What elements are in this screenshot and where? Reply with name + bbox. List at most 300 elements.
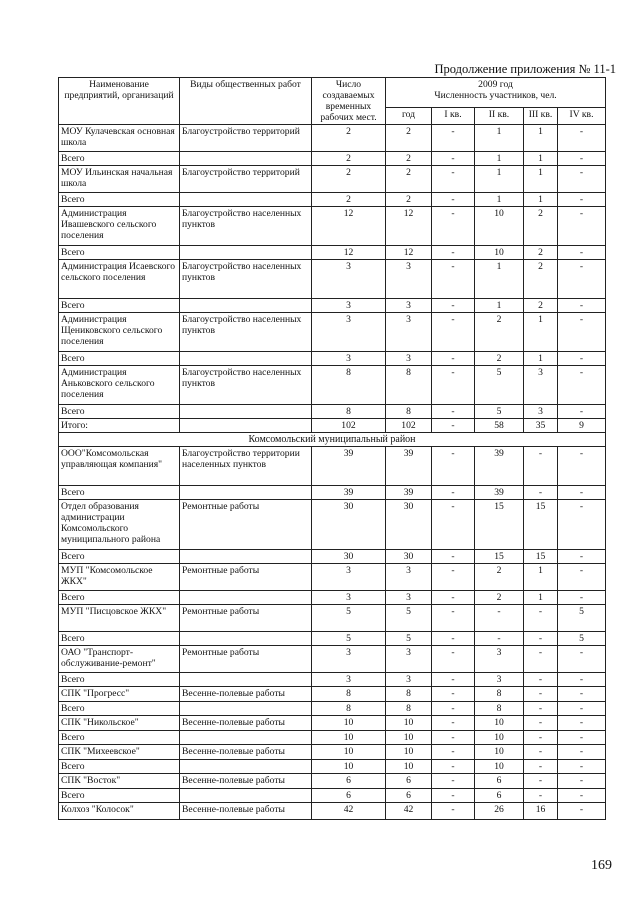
cell-q1: - (432, 646, 475, 673)
cell-q4: - (558, 591, 606, 605)
cell-q4: - (558, 550, 606, 564)
cell-q2: 26 (475, 803, 524, 820)
cell-q1: - (432, 702, 475, 716)
cell-work (180, 419, 312, 433)
cell-q4: - (558, 207, 606, 246)
cell-q1: - (432, 774, 475, 789)
table-header (59, 78, 606, 125)
cell-q2: 39 (475, 447, 524, 486)
cell-name: МУП "Писцовское ЖКХ" (59, 605, 180, 632)
cell-q1: - (432, 260, 475, 299)
table-row (59, 246, 606, 260)
cell-work: Благоустройство территории населенных пунктов (180, 447, 312, 486)
cell-jobs: 30 (312, 500, 386, 550)
cell-q4: - (558, 125, 606, 152)
section-row (59, 433, 606, 447)
cell-work: Благоустройство территорий (180, 166, 312, 193)
table-row (59, 500, 606, 550)
table-row (59, 632, 606, 646)
cell-q1: - (432, 447, 475, 486)
cell-work: Ремонтные работы (180, 500, 312, 550)
cell-year: 12 (386, 246, 432, 260)
cell-year: 30 (386, 500, 432, 550)
cell-name: Администрация Ивашевского сельского поселения (59, 207, 180, 246)
cell-year: 10 (386, 745, 432, 760)
cell-q2: 10 (475, 745, 524, 760)
cell-name: Всего (59, 405, 180, 419)
cell-q2: 8 (475, 702, 524, 716)
cell-q3: - (524, 716, 558, 731)
cell-work (180, 702, 312, 716)
cell-work: Благоустройство населенных пунктов (180, 207, 312, 246)
cell-q1: - (432, 419, 475, 433)
cell-q3: 1 (524, 166, 558, 193)
cell-work (180, 486, 312, 500)
header-year-title: 2009 год (478, 79, 513, 90)
cell-work: Весенне-полевые работы (180, 774, 312, 789)
table-row (59, 687, 606, 702)
cell-year: 3 (386, 673, 432, 687)
cell-q4: - (558, 405, 606, 419)
cell-jobs: 2 (312, 152, 386, 166)
cell-q3: 2 (524, 299, 558, 313)
cell-q2: 1 (475, 193, 524, 207)
cell-work: Благоустройство населенных пунктов (180, 260, 312, 299)
cell-year: 3 (386, 591, 432, 605)
cell-year: 5 (386, 632, 432, 646)
cell-q2: 3 (475, 646, 524, 673)
cell-name: МУП "Комсомольское ЖКХ" (59, 564, 180, 591)
cell-jobs: 30 (312, 550, 386, 564)
cell-name: Колхоз "Колосок" (59, 803, 180, 820)
header-q2: II кв. (475, 108, 524, 125)
cell-name: МОУ Ильинская начальная школа (59, 166, 180, 193)
cell-jobs: 2 (312, 166, 386, 193)
cell-q3: 1 (524, 564, 558, 591)
cell-work (180, 760, 312, 774)
cell-q4: - (558, 486, 606, 500)
table-row (59, 789, 606, 803)
cell-q3: 1 (524, 352, 558, 366)
continuation-header: Продолжение приложения № 11-1 (434, 62, 616, 76)
cell-q4: 5 (558, 605, 606, 632)
cell-q3: 1 (524, 152, 558, 166)
cell-q3: - (524, 774, 558, 789)
cell-q2: 10 (475, 207, 524, 246)
cell-name: МОУ Кулачевская основная школа (59, 125, 180, 152)
cell-q4: - (558, 731, 606, 745)
cell-jobs: 102 (312, 419, 386, 433)
table-row (59, 125, 606, 152)
table-row (59, 564, 606, 591)
cell-work (180, 405, 312, 419)
cell-jobs: 42 (312, 803, 386, 820)
cell-year: 39 (386, 486, 432, 500)
cell-q2: - (475, 632, 524, 646)
page-number: 169 (591, 858, 612, 873)
cell-work: Весенне-полевые работы (180, 716, 312, 731)
header-jobs: Число создаваемых временных рабочих мест. (312, 78, 386, 125)
table-row (59, 745, 606, 760)
table-row (59, 803, 606, 820)
cell-q1: - (432, 193, 475, 207)
cell-q4: - (558, 716, 606, 731)
cell-year: 39 (386, 447, 432, 486)
cell-jobs: 3 (312, 352, 386, 366)
table-row (59, 605, 606, 632)
cell-year: 5 (386, 605, 432, 632)
cell-name: Всего (59, 299, 180, 313)
cell-work (180, 352, 312, 366)
cell-q2: 6 (475, 774, 524, 789)
cell-year: 2 (386, 193, 432, 207)
cell-name: Итого: (59, 419, 180, 433)
cell-q3: 3 (524, 405, 558, 419)
cell-work: Весенне-полевые работы (180, 803, 312, 820)
table-row (59, 366, 606, 405)
cell-name: Всего (59, 591, 180, 605)
cell-name: Всего (59, 789, 180, 803)
cell-q4: - (558, 789, 606, 803)
cell-q1: - (432, 564, 475, 591)
cell-work (180, 673, 312, 687)
table-row (59, 646, 606, 673)
header-participants: Численность участников, чел. (434, 90, 557, 101)
cell-work (180, 550, 312, 564)
cell-jobs: 3 (312, 564, 386, 591)
cell-name: ОАО "Транспорт-обслуживание-ремонт" (59, 646, 180, 673)
header-q3: III кв. (524, 108, 558, 125)
cell-year: 2 (386, 152, 432, 166)
cell-q1: - (432, 550, 475, 564)
table-row (59, 152, 606, 166)
cell-q1: - (432, 313, 475, 352)
cell-q3: - (524, 447, 558, 486)
cell-q2: 10 (475, 246, 524, 260)
table-row (59, 774, 606, 789)
public-works-table (58, 77, 606, 820)
cell-name: Всего (59, 486, 180, 500)
cell-q4: - (558, 803, 606, 820)
cell-name: Всего (59, 673, 180, 687)
cell-q2: 1 (475, 125, 524, 152)
cell-jobs: 10 (312, 745, 386, 760)
header-year: год (386, 108, 432, 125)
cell-q4: - (558, 299, 606, 313)
cell-work: Весенне-полевые работы (180, 687, 312, 702)
cell-q4: - (558, 760, 606, 774)
cell-name: Отдел образования администрации Комсомольского муниципального района (59, 500, 180, 550)
cell-q4: - (558, 352, 606, 366)
cell-q1: - (432, 246, 475, 260)
cell-year: 6 (386, 774, 432, 789)
cell-q4: - (558, 313, 606, 352)
table-row (59, 591, 606, 605)
cell-year: 6 (386, 789, 432, 803)
cell-name: Администрация Исаевского сельского поселения (59, 260, 180, 299)
cell-q4: - (558, 193, 606, 207)
cell-jobs: 3 (312, 646, 386, 673)
cell-jobs: 8 (312, 366, 386, 405)
table-row (59, 760, 606, 774)
cell-work (180, 731, 312, 745)
cell-q1: - (432, 731, 475, 745)
cell-q2: 1 (475, 260, 524, 299)
cell-q2: 15 (475, 550, 524, 564)
cell-q1: - (432, 500, 475, 550)
cell-q2: 1 (475, 166, 524, 193)
cell-year: 10 (386, 760, 432, 774)
cell-name: Всего (59, 702, 180, 716)
table-row (59, 673, 606, 687)
cell-name: Всего (59, 632, 180, 646)
cell-work (180, 632, 312, 646)
cell-work: Весенне-полевые работы (180, 745, 312, 760)
cell-jobs: 2 (312, 193, 386, 207)
cell-q2: 2 (475, 591, 524, 605)
cell-q2: 6 (475, 789, 524, 803)
cell-q3: 2 (524, 260, 558, 299)
cell-q3: - (524, 605, 558, 632)
cell-q4: 9 (558, 419, 606, 433)
table-row (59, 716, 606, 731)
cell-q4: - (558, 500, 606, 550)
cell-q3: - (524, 646, 558, 673)
cell-q1: - (432, 166, 475, 193)
cell-year: 3 (386, 352, 432, 366)
cell-q2: 10 (475, 760, 524, 774)
cell-q1: - (432, 789, 475, 803)
cell-q2: 8 (475, 687, 524, 702)
cell-q2: 2 (475, 313, 524, 352)
cell-work: Благоустройство населенных пунктов (180, 366, 312, 405)
cell-q2: 2 (475, 564, 524, 591)
cell-name: Всего (59, 246, 180, 260)
cell-q3: - (524, 789, 558, 803)
cell-q4: 5 (558, 632, 606, 646)
header-q1: I кв. (432, 108, 475, 125)
cell-q3: 15 (524, 550, 558, 564)
cell-name: Всего (59, 152, 180, 166)
cell-work: Ремонтные работы (180, 605, 312, 632)
cell-q2: 10 (475, 716, 524, 731)
cell-jobs: 6 (312, 789, 386, 803)
cell-q3: - (524, 702, 558, 716)
cell-name: Администрация Щениковского сельского поселения (59, 313, 180, 352)
table-row (59, 405, 606, 419)
cell-name: Всего (59, 193, 180, 207)
cell-q3: - (524, 760, 558, 774)
cell-q2: - (475, 605, 524, 632)
cell-q1: - (432, 125, 475, 152)
cell-q3: - (524, 673, 558, 687)
table-row (59, 193, 606, 207)
header-name: Наименование предприятий, организаций (59, 78, 180, 125)
cell-work (180, 152, 312, 166)
cell-jobs: 3 (312, 299, 386, 313)
cell-jobs: 8 (312, 687, 386, 702)
cell-q3: - (524, 632, 558, 646)
cell-jobs: 3 (312, 313, 386, 352)
cell-q1: - (432, 152, 475, 166)
cell-q3: 1 (524, 591, 558, 605)
cell-year: 8 (386, 405, 432, 419)
cell-q1: - (432, 352, 475, 366)
cell-q1: - (432, 632, 475, 646)
cell-name: Всего (59, 760, 180, 774)
section-title: Комсомольский муниципальный район (59, 433, 606, 447)
cell-work (180, 246, 312, 260)
cell-jobs: 10 (312, 760, 386, 774)
cell-name: СПК "Михеевское" (59, 745, 180, 760)
table-row (59, 260, 606, 299)
cell-year: 3 (386, 564, 432, 591)
cell-jobs: 3 (312, 591, 386, 605)
cell-q2: 15 (475, 500, 524, 550)
cell-jobs: 10 (312, 731, 386, 745)
cell-q2: 58 (475, 419, 524, 433)
cell-year: 8 (386, 702, 432, 716)
table-row (59, 299, 606, 313)
cell-q4: - (558, 447, 606, 486)
cell-q1: - (432, 366, 475, 405)
cell-q2: 5 (475, 366, 524, 405)
cell-jobs: 6 (312, 774, 386, 789)
table-row (59, 166, 606, 193)
cell-year: 102 (386, 419, 432, 433)
cell-q2: 10 (475, 731, 524, 745)
cell-jobs: 3 (312, 673, 386, 687)
cell-jobs: 8 (312, 405, 386, 419)
cell-q3: - (524, 486, 558, 500)
cell-q2: 3 (475, 673, 524, 687)
cell-q4: - (558, 745, 606, 760)
table-row (59, 702, 606, 716)
cell-q1: - (432, 405, 475, 419)
cell-year: 8 (386, 687, 432, 702)
cell-work (180, 591, 312, 605)
cell-work (180, 299, 312, 313)
header-work-type: Виды общественных работ (180, 78, 312, 125)
cell-q1: - (432, 803, 475, 820)
cell-year: 8 (386, 366, 432, 405)
cell-q3: - (524, 745, 558, 760)
cell-year: 2 (386, 125, 432, 152)
cell-q3: 15 (524, 500, 558, 550)
cell-work: Благоустройство населенных пунктов (180, 313, 312, 352)
cell-name: СПК "Никольское" (59, 716, 180, 731)
cell-q1: - (432, 673, 475, 687)
cell-work (180, 789, 312, 803)
cell-q3: 2 (524, 246, 558, 260)
cell-jobs: 5 (312, 605, 386, 632)
cell-jobs: 2 (312, 125, 386, 152)
cell-name: СПК "Восток" (59, 774, 180, 789)
cell-name: ООО"Комсомольская управляющая компания" (59, 447, 180, 486)
table-row (59, 486, 606, 500)
cell-name: СПК "Прогресс" (59, 687, 180, 702)
table-row (59, 731, 606, 745)
cell-q1: - (432, 716, 475, 731)
table-row (59, 447, 606, 486)
cell-year: 3 (386, 646, 432, 673)
table-row (59, 313, 606, 352)
cell-q2: 1 (475, 152, 524, 166)
cell-jobs: 12 (312, 207, 386, 246)
cell-jobs: 5 (312, 632, 386, 646)
cell-jobs: 3 (312, 260, 386, 299)
cell-q3: - (524, 731, 558, 745)
cell-jobs: 39 (312, 486, 386, 500)
cell-work: Ремонтные работы (180, 564, 312, 591)
cell-q4: - (558, 564, 606, 591)
cell-work: Ремонтные работы (180, 646, 312, 673)
table-row (59, 352, 606, 366)
cell-q4: - (558, 260, 606, 299)
cell-q3: - (524, 687, 558, 702)
cell-year: 3 (386, 260, 432, 299)
cell-q2: 39 (475, 486, 524, 500)
cell-q1: - (432, 605, 475, 632)
cell-q4: - (558, 152, 606, 166)
cell-q3: 16 (524, 803, 558, 820)
cell-q3: 2 (524, 207, 558, 246)
cell-q4: - (558, 246, 606, 260)
cell-jobs: 10 (312, 716, 386, 731)
cell-q4: - (558, 646, 606, 673)
cell-name: Всего (59, 550, 180, 564)
cell-work (180, 193, 312, 207)
cell-q1: - (432, 760, 475, 774)
cell-q4: - (558, 774, 606, 789)
cell-q3: 1 (524, 313, 558, 352)
cell-q2: 1 (475, 299, 524, 313)
cell-jobs: 8 (312, 702, 386, 716)
table-body (59, 125, 606, 820)
cell-q1: - (432, 299, 475, 313)
cell-year: 10 (386, 716, 432, 731)
cell-q1: - (432, 745, 475, 760)
cell-year: 2 (386, 166, 432, 193)
cell-name: Всего (59, 731, 180, 745)
cell-q2: 2 (475, 352, 524, 366)
cell-q3: 35 (524, 419, 558, 433)
cell-year: 12 (386, 207, 432, 246)
cell-q1: - (432, 207, 475, 246)
cell-q1: - (432, 687, 475, 702)
header-q4: IV кв. (558, 108, 606, 125)
cell-q3: 1 (524, 193, 558, 207)
cell-year: 30 (386, 550, 432, 564)
table-row (59, 419, 606, 433)
cell-q4: - (558, 702, 606, 716)
cell-name: Администрация Аньковского сельского поселения (59, 366, 180, 405)
cell-work: Благоустройство территорий (180, 125, 312, 152)
cell-q4: - (558, 687, 606, 702)
cell-name: Всего (59, 352, 180, 366)
cell-year: 3 (386, 313, 432, 352)
cell-q4: - (558, 366, 606, 405)
cell-year: 3 (386, 299, 432, 313)
table-row (59, 207, 606, 246)
cell-q3: 3 (524, 366, 558, 405)
cell-q4: - (558, 166, 606, 193)
cell-jobs: 12 (312, 246, 386, 260)
cell-year: 42 (386, 803, 432, 820)
cell-q4: - (558, 673, 606, 687)
cell-q1: - (432, 591, 475, 605)
table-row (59, 550, 606, 564)
